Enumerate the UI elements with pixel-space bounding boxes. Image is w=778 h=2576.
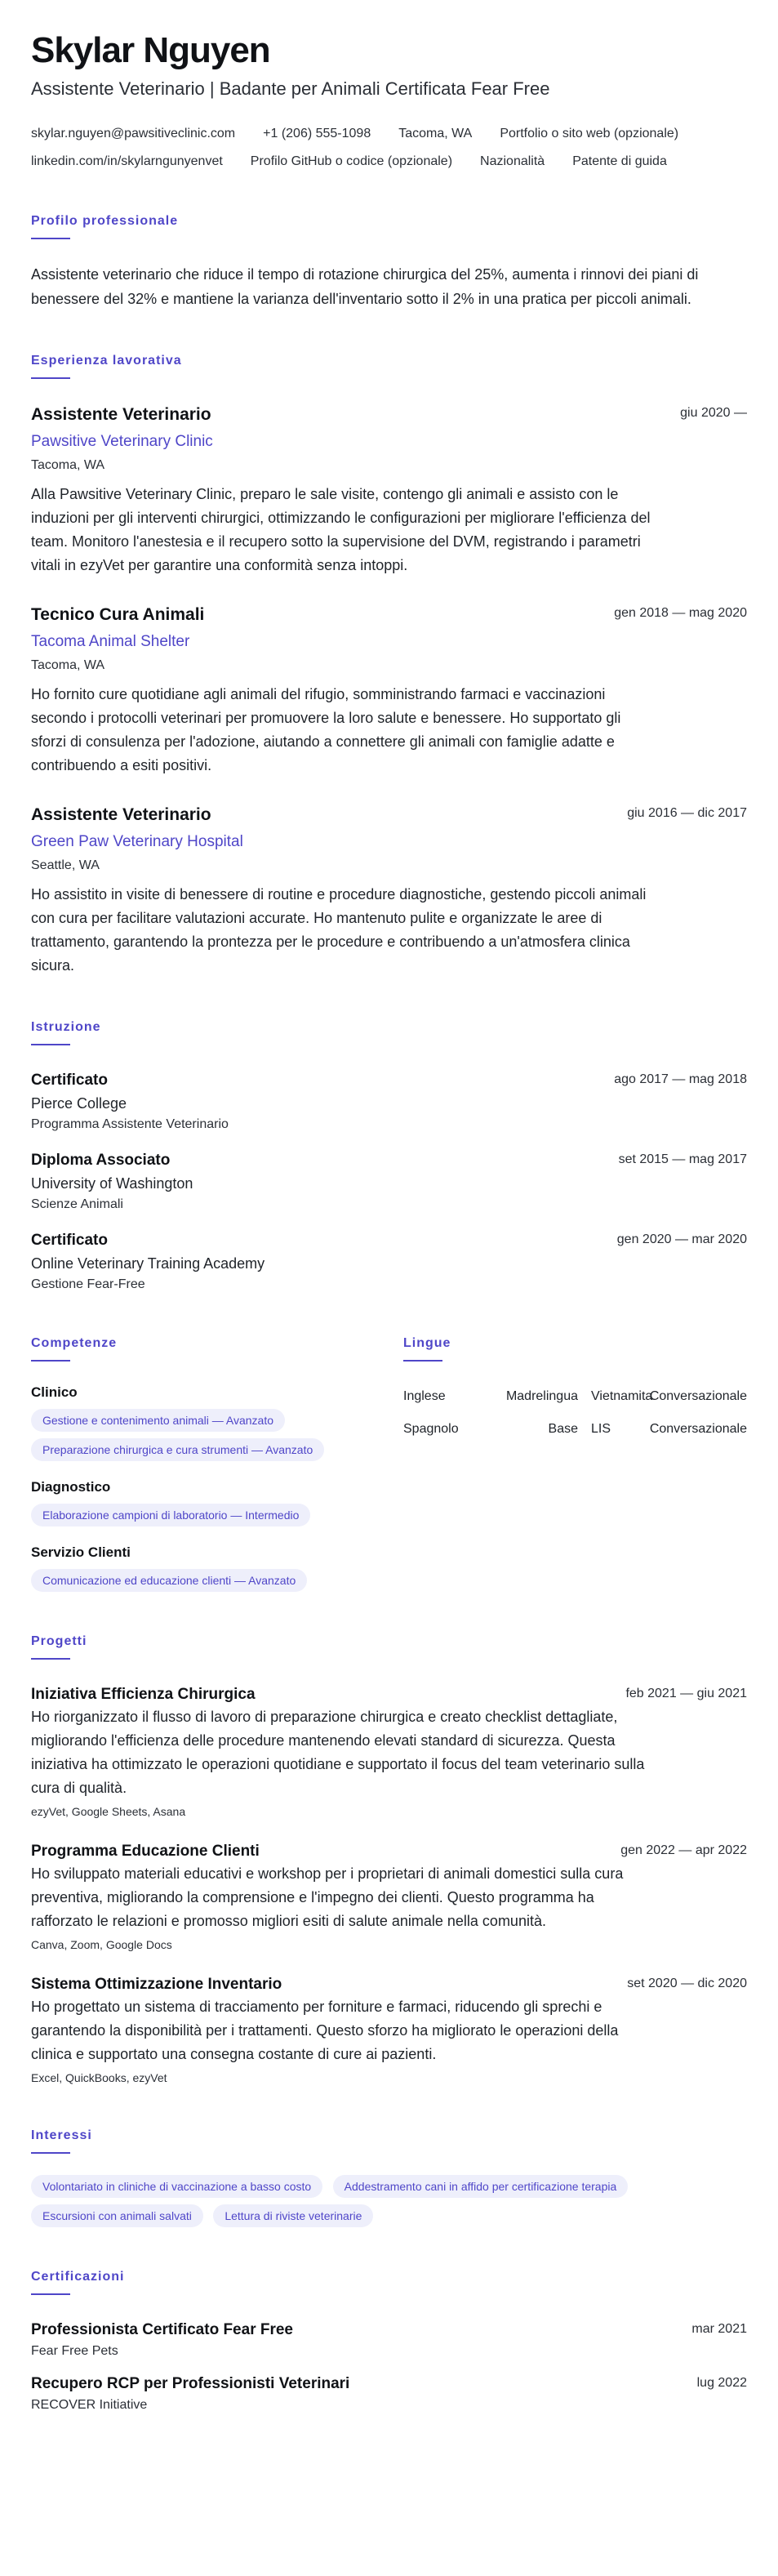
project-tools: Excel, QuickBooks, ezyVet [31,2071,167,2084]
job-company: Green Paw Veterinary Hospital [31,833,243,850]
interest-tag: Lettura di riviste veterinarie [213,2204,373,2227]
section-divider [31,2152,70,2154]
job-description: Ho assistito in visite di benessere di routine e procedure diagnostiche, gestendo piccoli animali con cura per facilitare valutazioni accurate. Ho mantenuto pulite e organizzate le aree di trattamento, garantendo la prontezza per le procedure e contribuendo a un'atmosfera clinica sicura. [31,886,647,974]
job-location: Tacoma, WA [31,658,105,672]
interest-tag: Escursioni con animali salvati [31,2204,203,2227]
education-school: Pierce College [31,1095,127,1112]
experience-section [31,352,747,978]
contact-github[interactable]: Profilo GitHub o codice (opzionale) [250,154,453,168]
education-degree: Diploma Associato [31,1152,171,1169]
skill-tag: Elaborazione campioni di laboratorio — Intermedio [31,1504,310,1526]
education-dates: gen 2020 — mar 2020 [616,1232,747,1246]
section-divider [31,1658,70,1660]
project-item [31,1841,747,1953]
section-title-skills: Competenze [31,1336,118,1350]
projects-section [31,1633,747,2086]
experience-item [31,403,747,577]
education-field: Programma Assistente Veterinario [31,1117,229,1131]
skill-tag: Comunicazione ed educazione clienti — Avanzato [31,1569,307,1592]
project-description: Ho riorganizzato il flusso di lavoro di preparazione chirurgica e creato checklist dettagliate, migliorando l'efficienza delle procedure mantenendo elevati standard di sicurezza. Questa iniziativa ha ottimizzato le operazioni quotidiane e supportato il focus del team veterinario sulla cura di qualità. [31,1709,645,1796]
section-title-certifications: Certificazioni [31,2270,125,2284]
section-title-profile: Profilo professionale [31,214,179,228]
contact-portfolio[interactable]: Portfolio o sito web (opzionale) [500,127,679,140]
skills-languages-row [31,1335,747,1592]
certification-issuer: Fear Free Pets [31,2344,118,2358]
education-section [31,1018,747,1294]
language-level: Conversazionale [649,1389,747,1403]
profile-section [31,212,747,311]
job-dates: giu 2016 — dic 2017 [627,806,747,820]
project-dates: set 2020 — dic 2020 [627,1977,747,1990]
section-divider [31,1360,70,1362]
project-tools: ezyVet, Google Sheets, Asana [31,1805,186,1818]
skill-group [31,1543,403,1592]
experience-item [31,604,747,778]
contact-driving-license: Patente di guida [572,154,667,168]
certification-name: Recupero RCP per Professionisti Veterinari [31,2375,350,2392]
job-title: Assistente Veterinario [31,405,211,424]
interests-section [31,2127,747,2227]
languages-section [403,1335,747,1592]
candidate-name: Skylar Nguyen [31,30,270,70]
section-divider [31,238,70,239]
job-title: Tecnico Cura Animali [31,605,205,624]
resume-header [31,29,747,172]
skill-tag: Preparazione chirurgica e cura strumenti — Avanzato [31,1438,324,1461]
section-divider [31,2293,70,2295]
project-name: Sistema Ottimizzazione Inventario [31,1976,282,1993]
education-school: Online Veterinary Training Academy [31,1255,265,1272]
section-title-experience: Esperienza lavorativa [31,354,182,368]
project-item [31,1684,747,1820]
job-dates: gen 2018 — mag 2020 [614,606,747,620]
language-level: Conversazionale [649,1422,747,1436]
education-item [31,1230,747,1294]
project-item [31,1974,747,2086]
skill-group [31,1383,403,1461]
certification-item [31,2373,747,2414]
contact-list [31,124,747,172]
education-school: University of Washington [31,1175,193,1192]
skill-category: Clinico [31,1384,78,1400]
project-name: Programma Educazione Clienti [31,1843,260,1860]
education-degree: Certificato [31,1072,108,1089]
skill-tag: Gestione e contenimento animali — Avanzato [31,1409,285,1432]
language-list [403,1388,747,1438]
skill-category: Diagnostico [31,1479,111,1495]
interest-list [31,2168,747,2227]
skill-group [31,1477,403,1526]
contact-nationality: Nazionalità [480,154,545,168]
section-title-interests: Interessi [31,2128,92,2142]
project-tools: Canva, Zoom, Google Docs [31,1938,172,1951]
job-dates: giu 2020 — [680,406,747,420]
education-dates: ago 2017 — mag 2018 [614,1072,747,1086]
education-degree: Certificato [31,1232,108,1249]
education-item [31,1150,747,1214]
certification-item [31,2320,747,2360]
language-name: Spagnolo [403,1422,459,1436]
experience-item [31,804,747,978]
section-title-education: Istruzione [31,1020,101,1034]
job-description: Ho fornito cure quotidiane agli animali del rifugio, somministrando farmaci e vaccinazioni secondo i protocolli veterinari per promuovere la loro salute e benessere. Ho supportato gli sforzi di consulenza per l'adozione, aiutando a connettere gli animali con famiglie adatte e contribuendo a esiti positivi. [31,686,621,773]
project-description: Ho sviluppato materiali educativi e workshop per i proprietari di animali domestici sulla cura preventiva, migliorando la comprensione e l'impegno dei clienti. Questo programma ha rafforzato le relazioni e promosso migliori esiti di salute animale nella comunità. [31,1865,624,1929]
interest-tag: Volontariato in cliniche di vaccinazione a basso costo [31,2175,322,2198]
profile-summary: Assistente veterinario che riduce il tempo di rotazione chirurgica del 25%, aumenta i rinnovi dei piani di benessere del 32% e mantiene la varianza dell'inventario sotto il 2% in una pratica per piccoli animali. [31,266,699,307]
job-description: Alla Pawsitive Veterinary Clinic, preparo le sale visite, contengo gli animali e assisto con le induzioni per gli interventi chirurgici, ottimizzando le configurazioni per migliorare l'efficienza del team. Monitoro l'anestesia e il recupero sotto la supervisione del DVM, registrando i parametri vitali in ezyVet per garantire una conformità senza intoppi. [31,486,651,573]
candidate-headline: Assistente Veterinario | Badante per Animali Certificata Fear Free [31,78,550,99]
section-divider [31,377,70,379]
section-title-languages: Lingue [403,1336,451,1350]
job-company: Tacoma Animal Shelter [31,633,190,650]
certification-date: lug 2022 [696,2376,747,2390]
contact-linkedin[interactable]: linkedin.com/in/skylarngunyenvet [31,154,223,168]
education-item [31,1070,747,1134]
contact-location: Tacoma, WA [398,127,473,140]
section-divider [31,1044,70,1045]
section-divider [403,1360,442,1362]
language-level: Madrelingua [505,1389,578,1403]
project-description: Ho progettato un sistema di tracciamento per forniture e farmaci, riducendo gli sprechi e garantendo la disponibilità per i trattamenti. Questo sforzo ha migliorato le operazioni della clinica e supportato una consegna costante di cure ai pazienti. [31,1999,619,2062]
language-level: Base [548,1422,578,1436]
language-name: LIS [591,1422,611,1436]
project-dates: gen 2022 — apr 2022 [620,1843,747,1857]
project-dates: feb 2021 — giu 2021 [625,1687,747,1700]
education-field: Gestione Fear-Free [31,1277,145,1291]
certifications-section [31,2268,747,2414]
job-location: Tacoma, WA [31,458,105,472]
job-company: Pawsitive Veterinary Clinic [31,433,213,450]
contact-phone[interactable]: +1 (206) 555-1098 [263,127,371,140]
skill-category: Servizio Clienti [31,1544,131,1560]
certification-date: mar 2021 [691,2322,747,2336]
job-title: Assistente Veterinario [31,805,211,824]
language-name: Vietnamita [591,1389,653,1403]
project-name: Iniziativa Efficienza Chirurgica [31,1686,256,1703]
certification-name: Professionista Certificato Fear Free [31,2321,293,2338]
section-title-projects: Progetti [31,1634,87,1648]
certification-issuer: RECOVER Initiative [31,2398,148,2412]
education-field: Scienze Animali [31,1197,123,1211]
interest-tag: Addestramento cani in affido per certificazione terapia [333,2175,629,2198]
education-dates: set 2015 — mag 2017 [618,1152,747,1166]
skills-section [31,1335,403,1592]
contact-email[interactable]: skylar.nguyen@pawsitiveclinic.com [31,127,236,140]
job-location: Seattle, WA [31,858,100,872]
language-name: Inglese [403,1389,446,1403]
